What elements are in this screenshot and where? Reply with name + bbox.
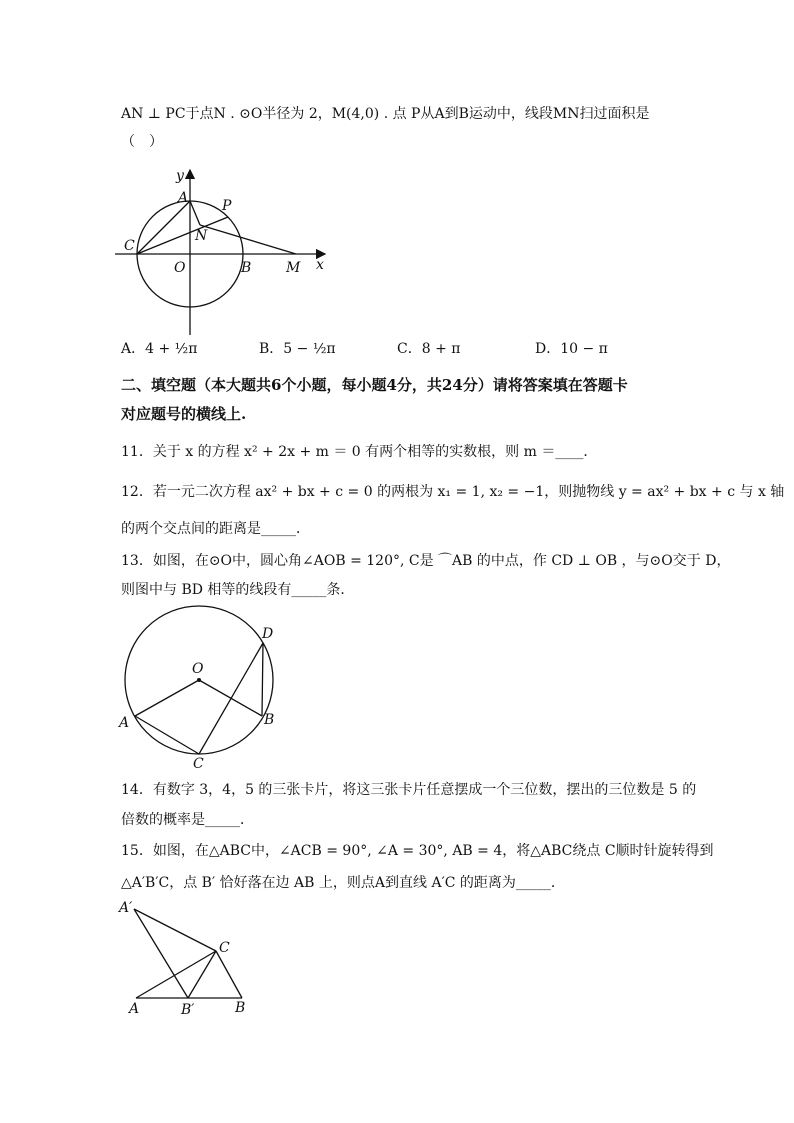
choice-a[interactable]: A．4 + ½π (121, 341, 198, 357)
q15-line1: 15．如图，在△ABC中，∠ACB = 90°, ∠A = 30°, AB = 4，将△ABC绕点 C顺时针旋转得到 (121, 843, 714, 859)
segment-nm (200, 225, 296, 254)
label-y: y (176, 168, 184, 184)
label-d: D (262, 626, 274, 642)
q14-line1: 14．有数字 3，4，5 的三张卡片，将这三张卡片任意摆成一个三位数，摆出的三位数是 5 的 (121, 782, 697, 798)
q13-circle-figure (115, 605, 285, 770)
label-o: O (174, 260, 186, 276)
q12-line1: 12．若一元二次方程 ax² + bx + c = 0 的两根为 x₁ = 1, x₂ = −1，则抛物线 y = ax² + bx + c 与 x 轴 (121, 484, 785, 500)
label-c: C (219, 940, 230, 956)
q15-line2: △A′B′C，点 B′ 恰好落在边 AB 上，则点A到直线 A′C 的距离为_____． (121, 875, 565, 891)
segment-cd (199, 643, 263, 754)
segment-b-prime-c (188, 951, 216, 998)
segment-db (262, 643, 263, 716)
segment-cb (216, 951, 242, 998)
q13-line2: 则图中与 BD 相等的线段有_____条． (121, 582, 355, 598)
choice-b[interactable]: B．5 − ½π (259, 341, 336, 357)
choice-c[interactable]: C．8 + π (397, 341, 461, 357)
choice-d[interactable]: D．10 − π (535, 341, 608, 357)
segment-oa (135, 680, 199, 716)
q13-line1: 13．如图，在⊙O中，圆心角∠AOB = 120°, C是 ⌒AB 的中点，作 CD ⊥ OB ，与⊙O交于 D， (121, 553, 731, 569)
label-c: C (193, 756, 204, 772)
segment-ob (199, 680, 262, 716)
q10-circle-figure (110, 165, 340, 340)
label-n: N (195, 228, 208, 244)
label-a: A (129, 1001, 140, 1017)
label-m: M (286, 260, 301, 276)
label-b: B (235, 1000, 246, 1016)
label-b: B (264, 712, 275, 728)
segment-an (190, 201, 200, 225)
label-o: O (192, 661, 204, 677)
label-c: C (124, 238, 135, 254)
q10-line1: AN ⊥ PC于点N . ⊙O半径为 2，M(4,0) . 点 P从A到B运动中，线段MN扫过面积是 (121, 106, 650, 122)
segment-ca (137, 201, 190, 254)
q15-triangle-figure (115, 895, 255, 1020)
section2-heading-cont: 对应题号的横线上. (121, 405, 247, 423)
segment-ac (135, 716, 199, 754)
label-b: B (241, 260, 252, 276)
q10-line2: （ ） (121, 134, 163, 150)
q11-text: 11．关于 x 的方程 x² + 2x + m ＝ 0 有两个相等的实数根，则 m ＝____． (121, 444, 598, 460)
segment-ac (136, 951, 216, 998)
segment-cp (137, 217, 228, 254)
q12-line2: 的两个交点间的距离是_____． (121, 521, 310, 537)
label-a-prime: A′ (119, 900, 133, 916)
label-p: P (222, 198, 232, 214)
label-a: A (178, 190, 189, 206)
q14-line2: 倍数的概率是_____． (121, 812, 254, 828)
label-x: x (316, 257, 324, 273)
section2-heading: 二、填空题（本大题共6个小题，每小题4分，共24分）请将答案填在答题卡 (121, 376, 628, 394)
label-a: A (119, 715, 130, 731)
label-b-prime: B′ (181, 1002, 195, 1018)
center-point (197, 678, 201, 682)
